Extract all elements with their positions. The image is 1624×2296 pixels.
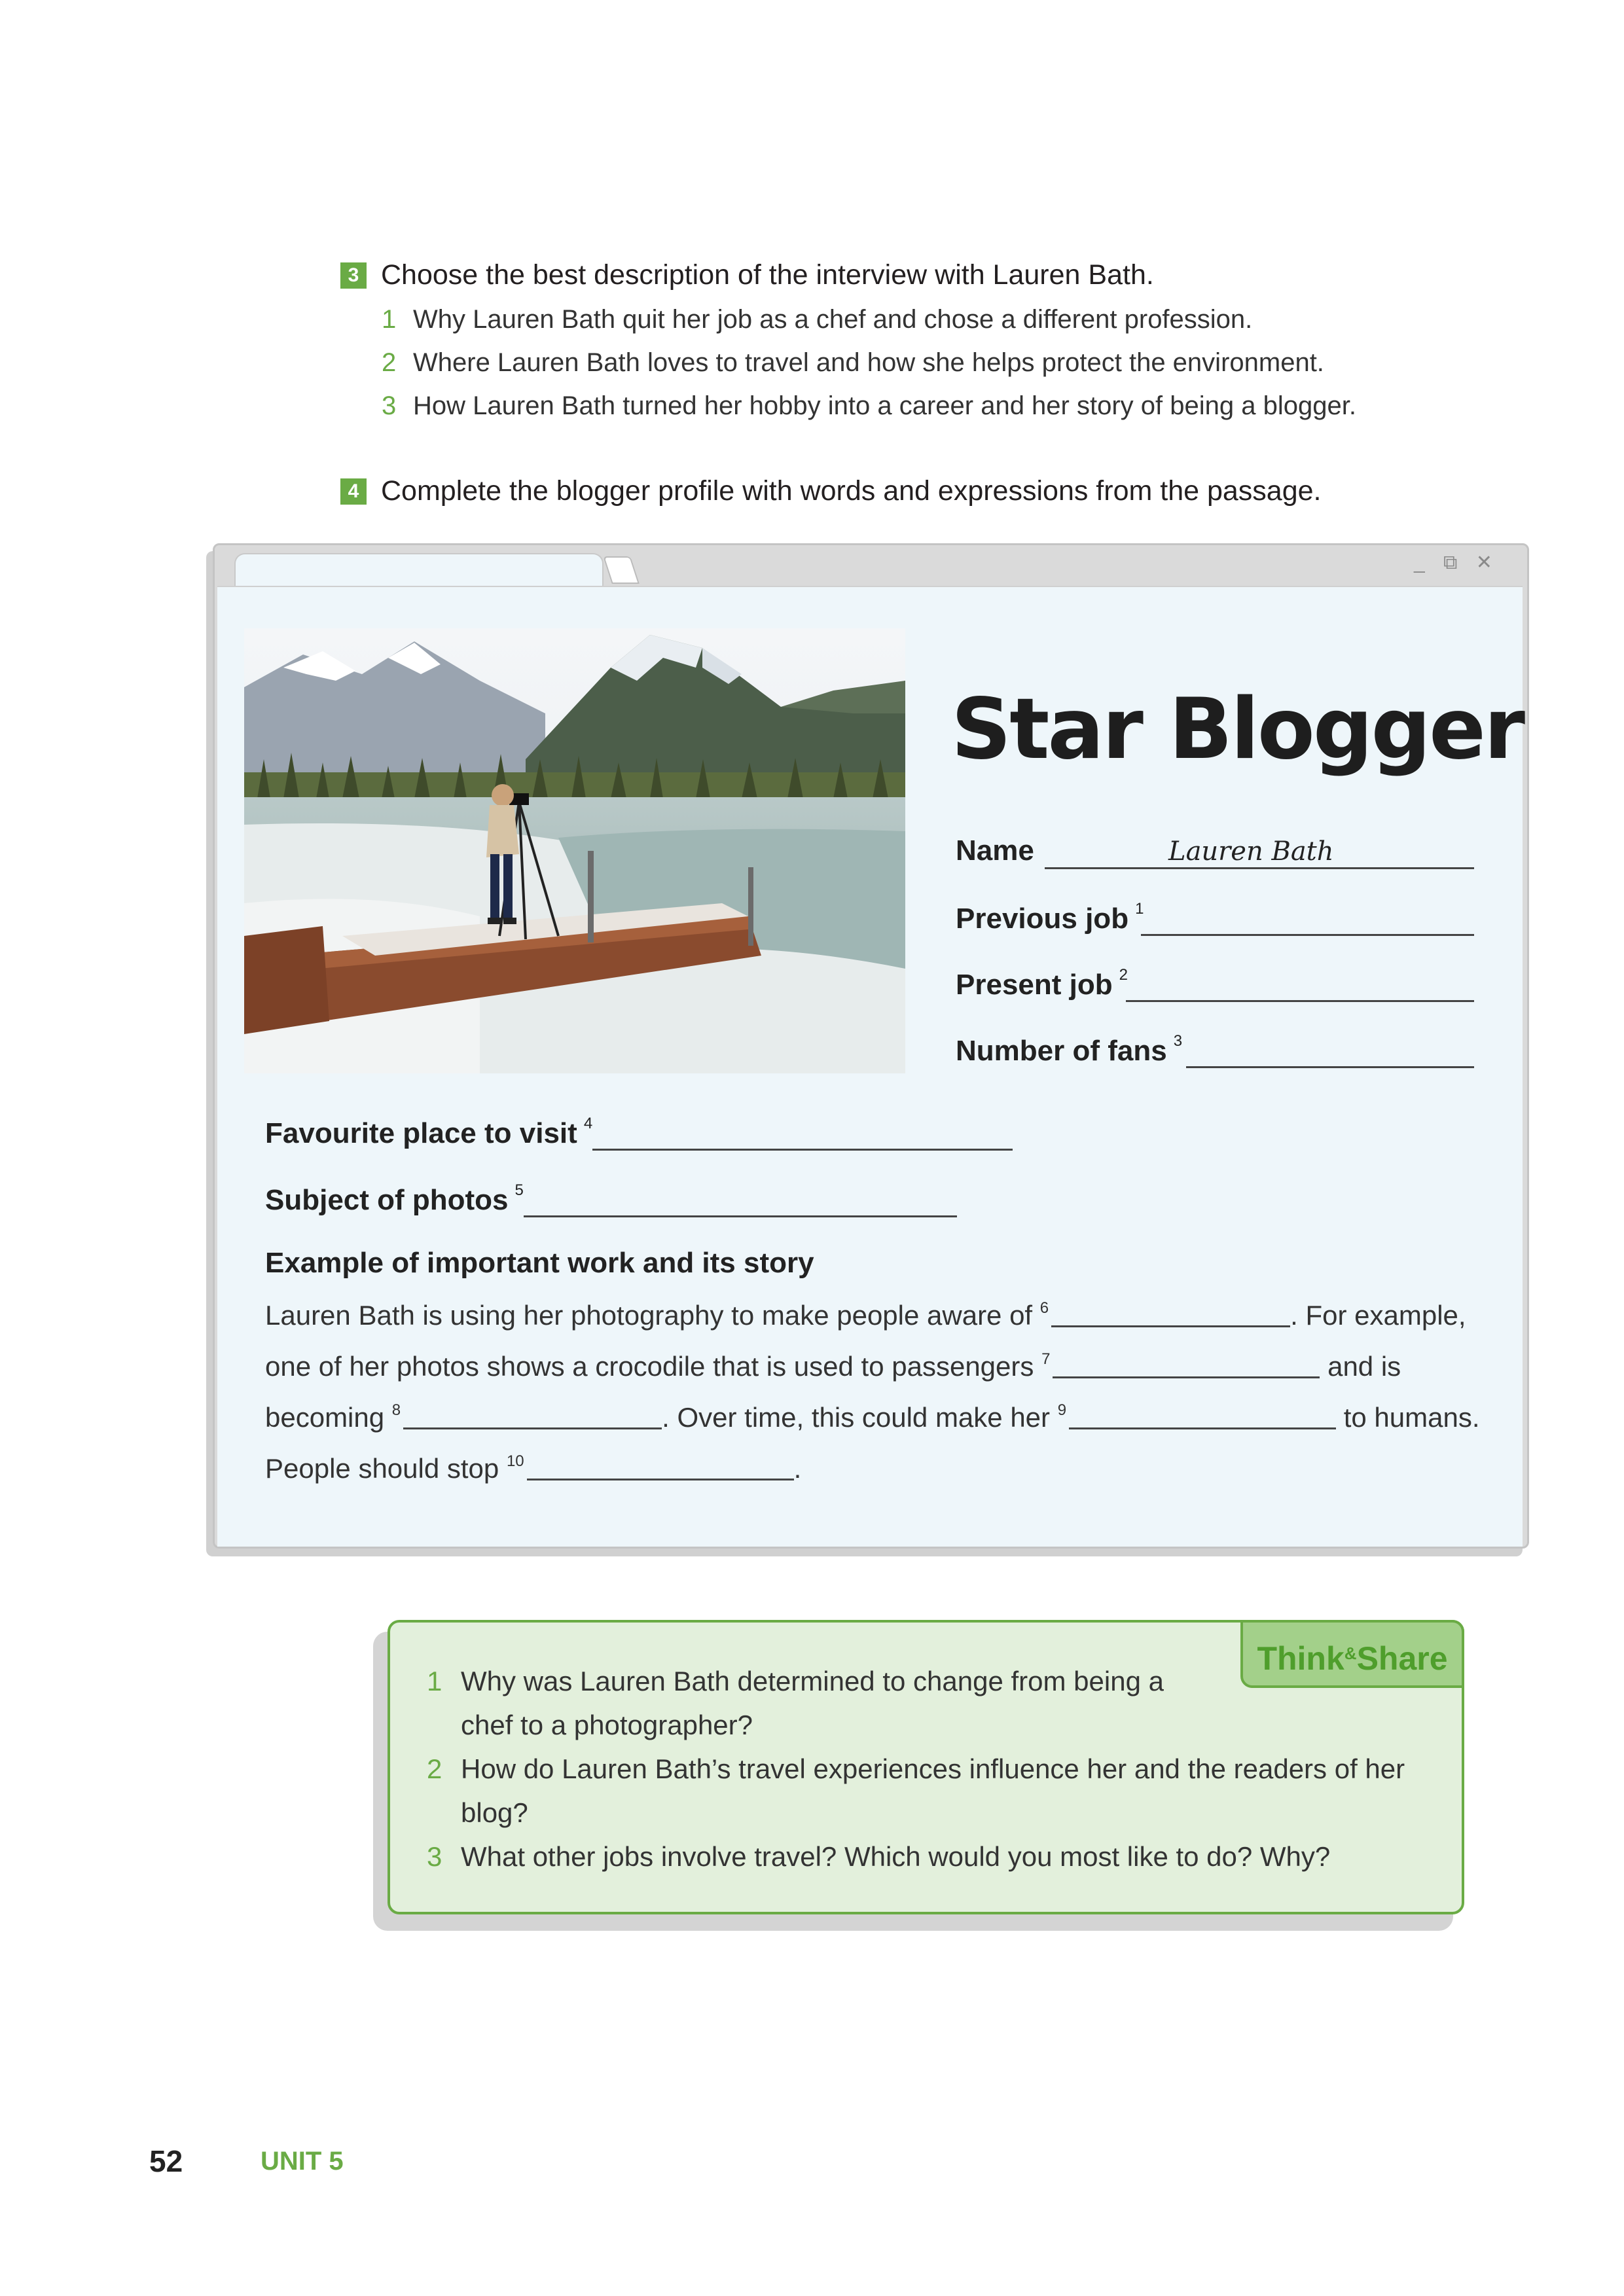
exercise-3-option[interactable]: 2 Where Lauren Bath loves to travel and how she helps protect the environment. (382, 348, 1324, 377)
fans-label: Number of fans $^3$ (956, 1032, 1183, 1067)
subject-label: Subject of photos $^5$ (265, 1181, 524, 1216)
exercise-3-badge: 3 (340, 262, 367, 289)
exercise-4-instruction: Complete the blogger profile with words and expressions from the passage. (381, 475, 1322, 507)
present-job-label: Present job $^2$ (956, 966, 1128, 1001)
example-story: Lauren Bath is using her photography to make people aware of $^6$ . For example, one of her photos shows a crocodile that is used to passengers $^7$ and is becoming $^8$ . Over time, this could make her $^9$ to humans. People should stop $^{10}$ . (265, 1299, 1480, 1484)
unit-label: UNIT 5 (261, 2147, 344, 2176)
favourite-place-field[interactable] (592, 1149, 1013, 1151)
previous-job-label: Previous job $^1$ (956, 900, 1144, 935)
think-share-question: 2 How do Lauren Bath’s travel experiences influence her and the readers of her blog? (427, 1753, 1405, 1828)
name-value: Lauren Bath (1168, 836, 1334, 867)
window-controls[interactable]: _ ⧉ ✕ (1414, 552, 1499, 573)
photo-photographer-on-dock (244, 628, 905, 1073)
exercise-3-heading (340, 257, 1154, 293)
fans-field[interactable] (1186, 1066, 1474, 1068)
think-share-question: 1 Why was Lauren Bath determined to change from being a chef to a photographer? (427, 1666, 1164, 1740)
think-share-question: 3 What other jobs involve travel? Which would you most like to do? Why? (427, 1841, 1331, 1872)
exercise-3-option[interactable]: 1 Why Lauren Bath quit her job as a chef and chose a different profession. (382, 305, 1253, 334)
blank-8[interactable] (403, 1401, 662, 1429)
exercise-3-option[interactable]: 3 How Lauren Bath turned her hobby into a career and her story of being a blogger. (382, 391, 1356, 420)
page-number: 52 (149, 2144, 183, 2178)
blank-10[interactable] (527, 1452, 794, 1480)
exercise-4-badge: 4 (340, 478, 367, 505)
blank-number: 2 (1119, 966, 1128, 984)
subject-field[interactable] (524, 1215, 957, 1217)
present-job-field[interactable] (1126, 1000, 1474, 1002)
name-label: Name (956, 834, 1034, 867)
blank-6[interactable] (1051, 1299, 1290, 1327)
favourite-place-label: Favourite place to visit $^4$ (265, 1115, 593, 1149)
name-field[interactable] (1045, 867, 1474, 869)
blank-number: 1 (1135, 900, 1144, 918)
lightbulb-icon: & (1344, 1643, 1357, 1663)
profile-title: Star Blogger (951, 681, 1523, 778)
blank-number: 4 (583, 1115, 593, 1132)
think-share-label: Think&Share (1240, 1620, 1464, 1688)
blank-number: 5 (514, 1181, 524, 1199)
exercise-4-heading (340, 473, 1322, 509)
blank-number: 3 (1173, 1032, 1183, 1050)
blank-9[interactable] (1069, 1401, 1336, 1429)
previous-job-field[interactable] (1141, 934, 1474, 936)
example-heading: Example of important work and its story (265, 1247, 814, 1279)
blank-7[interactable] (1053, 1350, 1320, 1378)
exercise-3-instruction: Choose the best description of the interview with Lauren Bath. (381, 259, 1154, 291)
